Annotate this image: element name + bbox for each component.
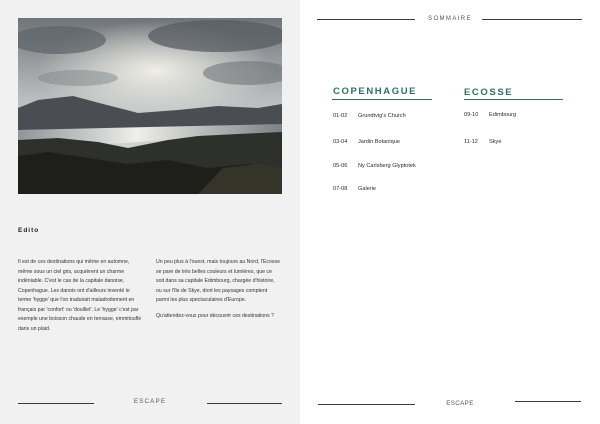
toc-entry-name: Jardin Botanique [358,139,400,145]
toc-entry-pages: 11-12 [464,139,478,145]
toc-entry[interactable] [333,186,376,192]
footer-rule-right [515,401,581,402]
right-page [300,0,600,424]
toc-rule-left [317,19,415,20]
toc-entry[interactable] [464,139,501,145]
toc-entry[interactable] [333,139,400,145]
toc-entry[interactable] [464,112,516,118]
toc-title: SOMMAIRE [428,16,472,22]
edito-column-1 [18,258,143,340]
edito-heading: Edito [18,227,40,234]
edito-paragraph: Il est de ces destinations qui même en automne, même sous un ciel gris, acquièrent un charme indéniable. C'est le cas de la capitale danoise, Copenhague. Les danois ont d'ailleurs inventé le terme 'hygge' que l'on traduirait maladroitement en français par 'confort' ou 'douillet'. Le 'hygge' c'est par exemple une boisson chaude en terrasse, emmitouflé dans un plaid. [18,259,142,332]
section-heading-ecosse: ECOSSE [464,87,514,98]
toc-entry-pages: 09-10 [464,112,479,118]
toc-entry-name: Grundtvig's Church [358,113,406,119]
toc-entry-name: Skye [489,139,502,145]
toc-entry-pages: 03-04 [333,139,348,145]
section-rule-copenhague [332,99,432,100]
section-heading-copenhague: COPENHAGUE [333,86,418,97]
landscape-photo [18,18,282,194]
toc-entry-pages: 05-06 [333,163,348,169]
toc-entry-name: Ny Carlsberg Glyptotek [358,163,416,169]
toc-entry-pages: 07-08 [333,186,348,192]
toc-entry[interactable] [333,113,406,119]
footer-rule-right [207,403,282,404]
edito-paragraph: Un peu plus à l'ouest, mais toujours au Nord, l'Ecosse se pare de très belles couleurs et lumières, que ce soit dans sa capitale Edimbourg, chargée d'histoire, ou sur l'île de Skye, dont les paysages comptent parmi les plus spectaculaires d'Europe. [156,259,280,303]
toc-rule-right [482,19,582,20]
footer-brand-label: ESCAPE [446,400,474,407]
footer-rule-left [18,403,94,404]
edito-paragraph: Qu'attendez-vous pour découvrir ces destinations ? [156,312,275,319]
edito-column-2 [156,258,281,327]
toc-entry[interactable] [333,163,416,169]
toc-entry-name: Galerie [358,186,377,192]
footer-brand-label: ESCAPE [133,398,167,405]
footer-rule-left [318,404,415,405]
toc-entry-pages: 01-02 [333,113,348,119]
toc-entry-name: Edimbourg [489,112,517,118]
section-rule-ecosse [464,99,563,100]
